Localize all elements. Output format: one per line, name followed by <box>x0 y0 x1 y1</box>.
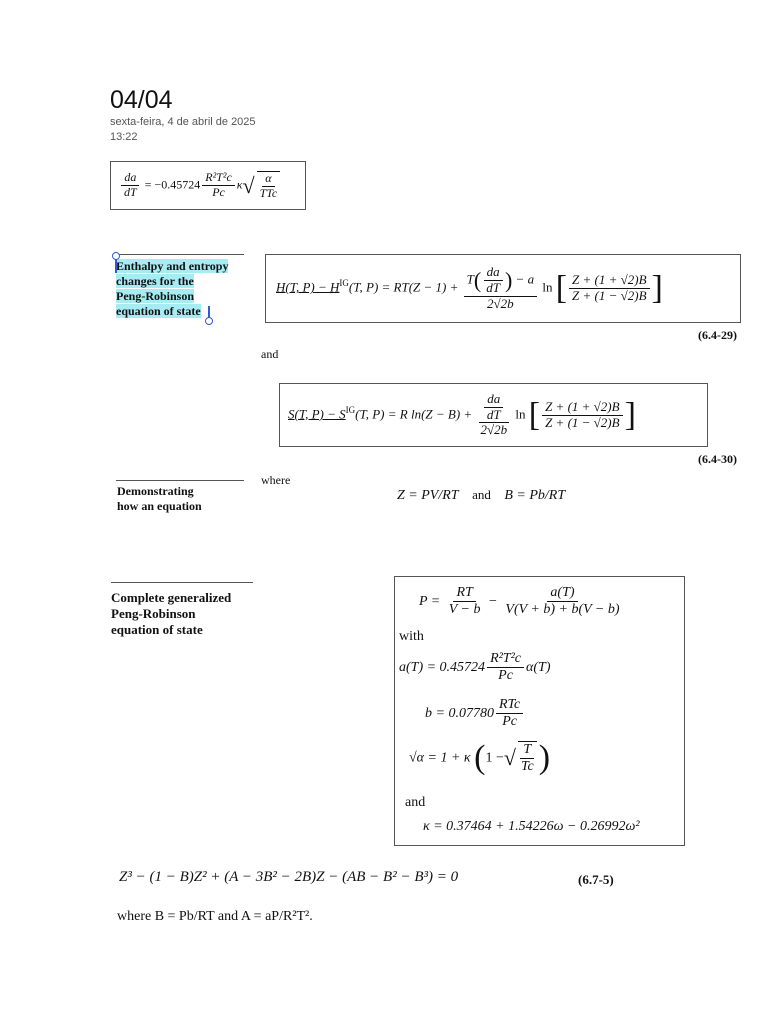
b-definition: B = Pb/RT <box>504 488 566 503</box>
enthalpy-num-T: T <box>466 271 474 287</box>
enthalpy-num-da: da <box>484 265 503 281</box>
enthalpy-mid: (T, P) = RT(Z − 1) + <box>348 279 459 295</box>
entropy-lhs: S(T, P) − S <box>288 405 346 421</box>
enthalpy-log-num: Z + (1 + √2)B <box>569 273 650 289</box>
a-frac-num: R²T²c <box>487 651 524 668</box>
pressure-f2-den: V(V + b) + b(V − b) <box>505 602 620 618</box>
kappa-equation: κ = 0.37464 + 1.54226ω − 0.26992ω² <box>423 819 640 834</box>
equation-number-6-4-30: (6.4-30) <box>698 452 737 466</box>
cubic-where-text: where B = Pb/RT and A = aP/R²T². <box>117 909 313 924</box>
heading-line: changes for the <box>116 274 194 288</box>
and-label: and <box>405 795 426 810</box>
heading-line: Peng-Robinson <box>111 606 196 621</box>
where-label: where <box>261 473 291 487</box>
equation-dadt-box[interactable] <box>110 161 306 210</box>
z-definition: Z = PV/RT <box>397 488 459 503</box>
section-rule-generalized <box>111 582 253 583</box>
a-frac-den: Pc <box>498 668 513 684</box>
alpha-T: T <box>520 742 534 759</box>
entropy-num-da: da <box>484 392 503 408</box>
alpha-one-minus: 1 − <box>485 750 504 766</box>
section-rule-enthalpy <box>116 254 244 255</box>
a-lhs: a(T) = 0.45724 <box>399 659 486 675</box>
entropy-mid: (T, P) = R ln(Z − B) + <box>355 405 473 421</box>
heading-demonstrating <box>117 484 202 514</box>
pressure-f1-den: V − b <box>448 602 481 618</box>
b-frac-num: RTc <box>496 697 523 714</box>
selection-start-caret <box>115 259 117 273</box>
entropy-den: 2√2b <box>480 422 508 438</box>
a-equation <box>399 651 550 684</box>
pressure-lhs: P = <box>419 593 441 609</box>
pressure-f1-num: RT <box>453 585 475 602</box>
sqrt-symbol: √ <box>242 172 255 198</box>
heading-line: how an equation <box>117 499 202 513</box>
dadt-sqrt-num: α <box>262 172 274 187</box>
enthalpy-ig: IG <box>339 278 349 289</box>
entropy-ig: IG <box>345 404 356 415</box>
equation-enthalpy-box[interactable]: H(T, $P) - H^{IG}(T$, P) = RT(Z − 1) + T( $\frac{da}{dT}$ ) − a 2√2b ln [ $\frac{Z + (1 + √2)B}{Z + (1 - √2)B}$ ] <box>265 254 741 323</box>
equation-number-6-7-5: (6.7-5) <box>578 872 614 887</box>
bracket-right: ] <box>624 396 636 433</box>
alpha-Tc: Tc <box>520 759 534 775</box>
bracket-left: [ <box>555 269 568 307</box>
and-word: and <box>472 487 491 502</box>
dadt-lhs-den: dT <box>124 185 137 199</box>
generalized-eos-box[interactable] <box>394 576 685 846</box>
heading-line: equation of state <box>116 304 201 318</box>
dadt-equals: = <box>144 177 152 192</box>
enthalpy-num-dT: dT <box>486 280 500 296</box>
page-date: sexta-feira, 4 de abril de 2025 <box>110 116 256 128</box>
pressure-f2-num: a(T) <box>547 585 577 602</box>
enthalpy-den: 2√2b <box>487 295 514 311</box>
equation-number-6-4-29: (6.4-29) <box>698 328 737 342</box>
heading-enthalpy-entropy[interactable] <box>116 259 228 319</box>
a-rhs: α(T) <box>526 659 551 675</box>
dadt-frac-den: Pc <box>212 185 225 199</box>
entropy-ln: ln <box>515 405 526 421</box>
entropy-log-den: Z + (1 − √2)B <box>545 414 620 430</box>
section-rule-demo <box>116 480 244 481</box>
pressure-minus: − <box>489 593 497 609</box>
dadt-frac-num: R²T²c <box>202 171 235 186</box>
enthalpy-num-minus-a: − a <box>515 271 535 287</box>
entropy-log-num: Z + (1 + √2)B <box>542 400 623 416</box>
dadt-coef: −0.45724 <box>154 177 201 192</box>
dadt-lhs-num: da <box>121 171 139 186</box>
bracket-left: [ <box>528 396 541 433</box>
selection-end-handle[interactable] <box>205 317 213 325</box>
sqrt-symbol: √ <box>503 745 516 771</box>
dadt-sqrt-den: TTc <box>259 185 278 200</box>
page-time: 13:22 <box>110 131 138 143</box>
z-b-definitions <box>397 487 565 504</box>
heading-line: Complete generalized <box>111 590 232 605</box>
and-connector: and <box>261 347 279 361</box>
pressure-equation <box>419 585 625 618</box>
bracket-right: ] <box>651 269 663 307</box>
b-equation <box>425 697 525 730</box>
alpha-equation: √α = 1 + κ (1 −√ $\frac{T}{Tc}$ ) <box>409 739 551 777</box>
cubic-equation: Z³ − (1 − B)Z² + (A − 3B² − 2B)Z − (AB − B² − B³) = 0 <box>119 869 459 885</box>
dadt-kappa: κ <box>236 177 243 192</box>
enthalpy-ln: ln <box>542 279 553 295</box>
entropy-num-dT: dT <box>486 406 501 422</box>
heading-complete-generalized <box>111 590 231 638</box>
page-title: 04/04 <box>110 86 173 114</box>
heading-line: Peng-Robinson <box>116 289 195 303</box>
b-lhs: b = 0.07780 <box>425 705 494 721</box>
heading-line: Demonstrating <box>117 484 194 498</box>
heading-line: Enthalpy and entropy <box>116 259 229 273</box>
alpha-lhs: √α = 1 + κ <box>409 750 471 766</box>
enthalpy-lhs: H(T, P) − H <box>276 279 340 295</box>
equation-entropy-box[interactable] <box>279 383 708 447</box>
enthalpy-log-den: Z + (1 − √2)B <box>572 288 647 303</box>
with-label: with <box>399 629 424 644</box>
b-frac-den: Pc <box>502 714 517 730</box>
heading-line: equation of state <box>111 622 203 637</box>
